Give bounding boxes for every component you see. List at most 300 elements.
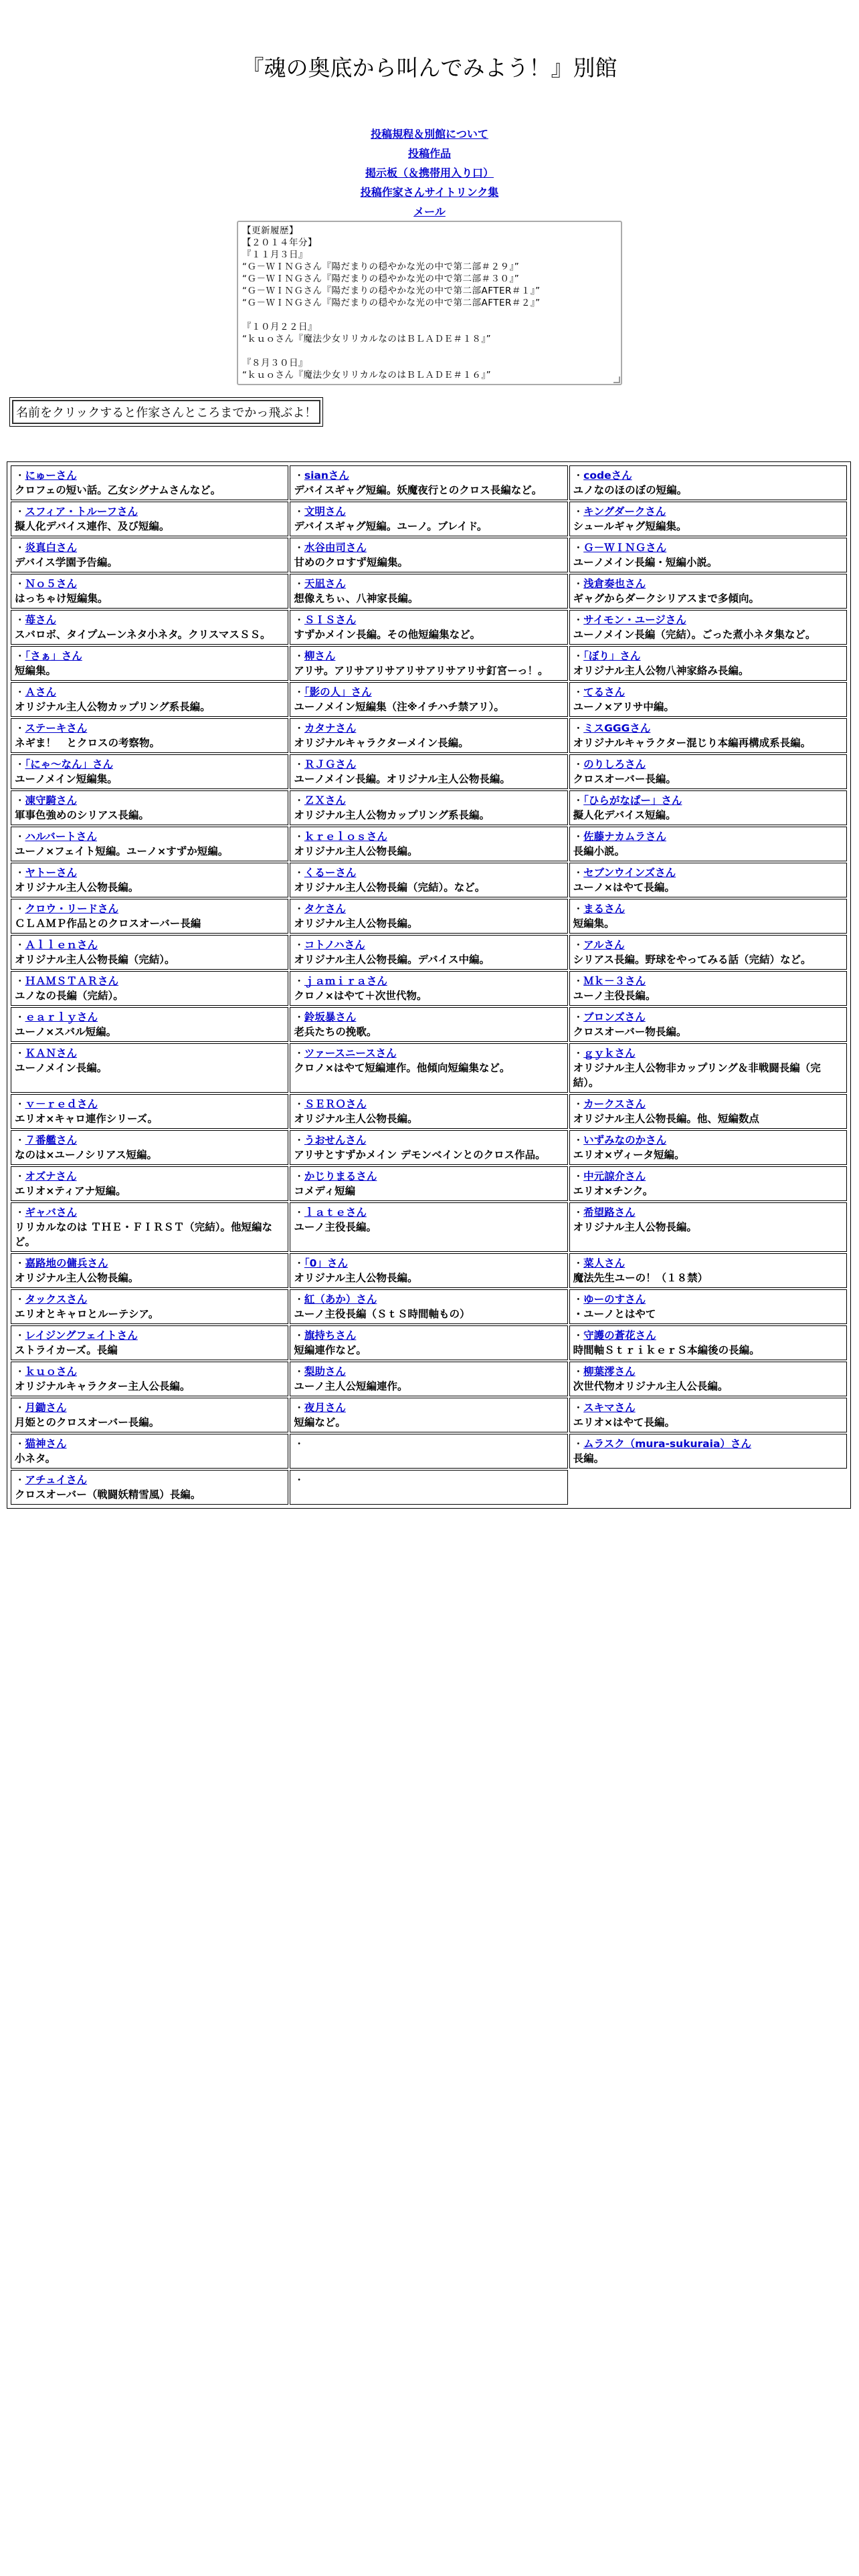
bullet-icon: ・ <box>294 939 304 951</box>
bullet-icon: ・ <box>573 831 584 843</box>
author-link[interactable]: ゆーのすさん <box>583 1293 646 1305</box>
author-description: なのは×ユーノシリアス短編。 <box>15 1149 157 1161</box>
author-description: すずかメイン長編。その他短編集など。 <box>294 629 481 641</box>
bullet-icon: ・ <box>573 1206 584 1218</box>
author-description: 短編など。 <box>294 1416 346 1428</box>
bullet-icon: ・ <box>15 794 25 807</box>
author-description: シュールギャグ短編集。 <box>573 520 687 532</box>
notice-text: 名前をクリックすると作家さんところまでかっ飛ぶよ！ <box>12 400 320 424</box>
bullet-icon: ・ <box>294 650 304 662</box>
author-link[interactable]: ｇｙｋさん <box>583 1047 636 1059</box>
author-description: ユーノメイン短編集（注※イチハチ禁アリ）。 <box>294 701 504 713</box>
bullet-icon: ・ <box>294 1206 304 1218</box>
author-link[interactable]: オズナさん <box>25 1170 77 1182</box>
author-description: オリジナル主人公物長編。デバイス中編。 <box>294 954 490 966</box>
author-description: デバイスギャグ短編。妖魔夜行とのクロス長編など。 <box>294 484 543 496</box>
author-cell <box>11 610 288 645</box>
bullet-icon: ・ <box>294 506 304 518</box>
bullet-icon: ・ <box>573 650 584 662</box>
author-description: アリサとすずかメイン デモンベインとのクロス作品。 <box>294 1149 546 1161</box>
author-cell <box>11 827 288 861</box>
author-cell <box>11 1007 288 1042</box>
table-row <box>11 538 847 572</box>
author-description: クロスオーバー（戦闘妖精雪風）長編。 <box>15 1489 201 1501</box>
author-cell <box>11 1470 288 1505</box>
author-cell <box>569 465 847 500</box>
author-cell <box>290 1007 567 1042</box>
table-row <box>11 1094 847 1129</box>
author-description: エリオ×キャロ連作シリーズ。 <box>15 1113 159 1125</box>
nav-link[interactable]: 投稿規程＆別館について <box>371 128 488 140</box>
bullet-icon: ・ <box>15 1011 25 1023</box>
author-description: オリジナル主人公物長編。 <box>294 918 418 930</box>
bullet-icon: ・ <box>294 578 304 590</box>
author-cell <box>11 538 288 572</box>
author-cell <box>290 538 567 572</box>
author-cell <box>11 971 288 1006</box>
history-line: 『１０月２２日』 <box>242 322 317 332</box>
bullet-icon: ・ <box>573 975 584 987</box>
table-row <box>11 1130 847 1165</box>
author-description: オリジナル主人公物長編。 <box>294 1272 418 1284</box>
bullet-icon: ・ <box>294 722 304 734</box>
author-link[interactable]: ｋｒｅｌｏｓさん <box>304 831 387 843</box>
author-link[interactable]: 猫神さん <box>25 1438 67 1450</box>
history-line: “ｋｕｏさん『魔法少女リリカルなのはＢＬＡＤＥ＃１８』” <box>242 334 492 344</box>
author-description: オリジナル主人公物長編（完結）。 <box>15 954 175 966</box>
bullet-icon: ・ <box>573 939 584 951</box>
author-link[interactable]: セブンウインズさん <box>583 867 676 879</box>
history-line: 【２０１４年分】 <box>242 237 317 248</box>
bullet-icon: ・ <box>294 542 304 554</box>
author-link[interactable]: codeさん <box>583 469 632 481</box>
bullet-icon: ・ <box>573 1402 584 1414</box>
author-cell <box>11 646 288 681</box>
update-history-box[interactable] <box>237 221 622 385</box>
author-cell <box>569 718 847 753</box>
author-description: ネギま！ とクロスの考察物。 <box>15 737 161 749</box>
author-link[interactable]: Ａさん <box>25 686 57 698</box>
author-link[interactable]: 夜月さん <box>304 1402 346 1414</box>
bullet-icon: ・ <box>294 469 304 481</box>
bullet-icon: ・ <box>294 1474 304 1486</box>
bullet-icon: ・ <box>573 1366 584 1378</box>
author-cell <box>11 935 288 970</box>
author-description: ユノなの長編（完結）。 <box>15 990 124 1002</box>
author-link[interactable]: スフィア・トルーフさん <box>25 506 138 518</box>
author-cell <box>569 1007 847 1042</box>
table-row <box>11 574 847 609</box>
author-description: 擬人化デバイス短編。 <box>573 809 676 821</box>
author-link[interactable]: ｌａｔｅさん <box>304 1206 367 1218</box>
author-cell <box>11 465 288 500</box>
bullet-icon: ・ <box>294 794 304 807</box>
author-link[interactable]: ミスGGGさん <box>583 722 651 734</box>
author-link[interactable]: 鈴坂暴さん <box>304 1011 357 1023</box>
resize-handle-icon[interactable] <box>613 377 620 383</box>
history-line: “ｋｕｏさん『魔法少女リリカルなのはＢＬＡＤＥ＃１６』” <box>242 370 492 381</box>
author-description: ユーノ主役長編（ＳｔＳ時間軸もの） <box>294 1308 470 1320</box>
bullet-icon: ・ <box>15 1293 25 1305</box>
author-link[interactable]: 文明さん <box>304 506 346 518</box>
nav-link[interactable]: 投稿作品 <box>407 147 451 160</box>
author-cell <box>569 790 847 825</box>
table-row <box>11 935 847 970</box>
nav-link[interactable]: メール <box>413 205 446 218</box>
author-cell <box>569 1434 847 1469</box>
author-description: 小ネタ。 <box>15 1453 56 1465</box>
author-description: 長編。 <box>573 1453 605 1465</box>
author-cell <box>290 610 567 645</box>
author-link[interactable]: ＨＡＭＳＴＡＲさん <box>25 975 119 987</box>
author-link[interactable]: うおせんさん <box>304 1134 367 1146</box>
bullet-icon: ・ <box>15 1206 25 1218</box>
author-link[interactable]: かじりまるさん <box>304 1170 377 1182</box>
bullet-icon: ・ <box>294 1293 304 1305</box>
author-cell <box>569 1043 847 1093</box>
author-description: 短編連作など。 <box>294 1344 367 1356</box>
author-cell <box>569 1166 847 1201</box>
author-description: 時間軸ＳｔｒｉｋｅｒＳ本編後の長編。 <box>573 1344 760 1356</box>
bullet-icon: ・ <box>15 975 25 987</box>
bullet-icon: ・ <box>15 831 25 843</box>
bullet-icon: ・ <box>15 1366 25 1378</box>
author-description: 短編集。 <box>15 665 57 677</box>
author-link[interactable]: ムラスク（mura-sukuraia）さん <box>583 1438 751 1450</box>
author-description: オリジナル主人公物八神家絡み長編。 <box>573 665 749 677</box>
author-link[interactable]: 苺さん <box>25 614 57 626</box>
authors-table-frame <box>7 461 851 1509</box>
author-cell <box>11 1362 288 1396</box>
table-row <box>11 1043 847 1093</box>
author-cell <box>569 610 847 645</box>
author-cell <box>290 1434 567 1469</box>
table-row <box>11 646 847 681</box>
author-description: 擬人化デバイス連作、及び短編。 <box>15 520 170 532</box>
author-cell <box>290 863 567 897</box>
history-line: 『８月３０日』 <box>242 358 308 368</box>
empty-cell <box>569 1470 847 1505</box>
author-link[interactable]: 「さぁ」さん <box>25 650 82 662</box>
author-link[interactable]: Ｎｏ５さん <box>25 578 78 590</box>
bullet-icon: ・ <box>15 506 25 518</box>
author-link[interactable]: 「ぼり」さん <box>583 650 641 662</box>
author-link[interactable]: ＲＪＧさん <box>304 758 357 770</box>
table-row <box>11 1434 847 1469</box>
author-description: ユノなのほのぼの短編。 <box>573 484 688 496</box>
author-cell <box>11 790 288 825</box>
bullet-icon: ・ <box>573 1047 584 1059</box>
author-link[interactable]: ＳＩＳさん <box>304 614 357 626</box>
author-cell <box>569 502 847 536</box>
author-description: アリサ。アリサアリサアリサアリサアリサ釘宮ーっ！。 <box>294 665 549 677</box>
author-link[interactable]: Ａｌｌｅｎさん <box>25 939 98 951</box>
author-cell <box>569 1398 847 1432</box>
author-link[interactable]: いずみなのかさん <box>583 1134 667 1146</box>
author-link[interactable]: 中元諒介さん <box>583 1170 646 1182</box>
author-description: 長編小説。 <box>573 845 626 857</box>
table-row <box>11 610 847 645</box>
bullet-icon: ・ <box>573 1293 584 1305</box>
author-description: ・ユーノとはやて <box>573 1308 656 1320</box>
author-cell <box>569 1289 847 1324</box>
author-link[interactable]: タックスさん <box>25 1293 88 1305</box>
author-description: ユーノメイン長編・短編小説。 <box>573 556 718 568</box>
author-cell <box>569 971 847 1006</box>
author-description: エリオ×チンク。 <box>573 1185 654 1197</box>
table-row <box>11 682 847 717</box>
author-link[interactable]: アルさん <box>583 939 625 951</box>
author-description: クロスオーバー長編。 <box>573 773 676 785</box>
history-line: “Ｇ－ＷＩＮＧさん『陽だまりの穏やかな光の中で第二部AFTER＃２』” <box>242 298 541 308</box>
author-description: オリジナル主人公物長編。 <box>573 1221 697 1233</box>
nav-link[interactable]: 投稿作家さんサイトリンク集 <box>360 186 499 199</box>
author-link[interactable]: 守護の蒼花さん <box>583 1329 656 1341</box>
author-link[interactable]: sianさん <box>304 469 349 481</box>
author-cell <box>290 1470 567 1505</box>
author-description: ユーノ×はやて長編。 <box>573 881 675 893</box>
author-cell <box>290 1166 567 1201</box>
bullet-icon: ・ <box>573 542 584 554</box>
author-cell <box>290 1398 567 1432</box>
author-link[interactable]: 嘉路地の傭兵さん <box>25 1257 108 1269</box>
bullet-icon: ・ <box>294 614 304 626</box>
bullet-icon: ・ <box>15 722 25 734</box>
author-link[interactable]: 水谷由司さん <box>304 542 367 554</box>
author-description: ユーノ×アリサ中編。 <box>573 701 674 713</box>
bullet-icon: ・ <box>294 1402 304 1414</box>
author-link[interactable]: アチュイさん <box>25 1474 88 1486</box>
nav-links <box>0 124 859 221</box>
author-description: ユーノ×フェイト短編。ユーノ×すずか短編。 <box>15 845 229 857</box>
author-description: エリオとキャロとルーテシア。 <box>15 1308 159 1320</box>
bullet-icon: ・ <box>15 1257 25 1269</box>
bullet-icon: ・ <box>573 722 584 734</box>
author-link[interactable]: ｊａｍｉｒａさん <box>304 975 387 987</box>
author-description: オリジナル主人公物長編。 <box>15 881 139 893</box>
notice-box <box>9 397 323 427</box>
author-cell <box>290 899 567 934</box>
bullet-icon: ・ <box>294 1257 304 1269</box>
table-row <box>11 1289 847 1324</box>
author-link[interactable]: ブロンズさん <box>583 1011 646 1023</box>
author-cell <box>569 863 847 897</box>
bullet-icon: ・ <box>15 1098 25 1110</box>
author-link[interactable]: 「にゃ～なん」さん <box>25 758 113 770</box>
author-link[interactable]: 凍守騎さん <box>25 794 78 807</box>
table-row <box>11 1470 847 1505</box>
author-link[interactable]: サイモン・ユージさん <box>583 614 686 626</box>
bullet-icon: ・ <box>15 867 25 879</box>
bullet-icon: ・ <box>573 1170 584 1182</box>
author-description: オリジナル主人公物非カップリング＆非戦闘長編（完結）。 <box>573 1062 821 1089</box>
author-link[interactable]: スキマさん <box>583 1402 636 1414</box>
author-description: コメディ短編 <box>294 1185 356 1197</box>
bullet-icon: ・ <box>573 1257 584 1269</box>
author-cell <box>11 1253 288 1288</box>
bullet-icon: ・ <box>294 1170 304 1182</box>
bullet-icon: ・ <box>15 1047 25 1059</box>
author-cell <box>290 1325 567 1360</box>
author-link[interactable]: まるさん <box>583 903 626 915</box>
author-cell <box>290 465 567 500</box>
author-description: ユーノメイン短編集。 <box>15 773 118 785</box>
authors-table <box>9 464 848 1506</box>
author-link[interactable]: ｅａｒｌｙさん <box>25 1011 98 1023</box>
author-link[interactable]: 「0」さん <box>304 1257 348 1269</box>
bullet-icon: ・ <box>15 939 25 951</box>
author-description: オリジナルキャラクターメイン長編。 <box>294 737 469 749</box>
author-description: 甘めのクロすず短編集。 <box>294 556 408 568</box>
author-link[interactable]: 「影の人」さん <box>304 686 372 698</box>
author-link[interactable]: Ｍｋ－３さん <box>583 975 646 987</box>
author-cell <box>11 899 288 934</box>
author-cell <box>290 1094 567 1129</box>
author-description: ユーノ主役長編。 <box>573 990 656 1002</box>
bullet-icon: ・ <box>15 1438 25 1450</box>
author-cell <box>569 899 847 934</box>
author-link[interactable]: ツァースニースさん <box>304 1047 397 1059</box>
history-line: “Ｇ－ＷＩＮＧさん『陽だまりの穏やかな光の中で第二部AFTER＃１』” <box>242 286 541 296</box>
author-link[interactable]: タケさん <box>304 903 346 915</box>
author-cell <box>11 1130 288 1165</box>
author-link[interactable]: 梨助さん <box>304 1366 346 1378</box>
author-link[interactable]: ＺＸさん <box>304 794 346 807</box>
author-link[interactable]: カークスさん <box>583 1098 646 1110</box>
table-row <box>11 971 847 1006</box>
author-link[interactable]: 月鋤さん <box>25 1402 67 1414</box>
author-description: エリオ×はやて長編。 <box>573 1416 675 1428</box>
author-link[interactable]: 柳葉澪さん <box>583 1366 636 1378</box>
bullet-icon: ・ <box>15 1474 25 1486</box>
author-link[interactable]: てるさん <box>583 686 626 698</box>
bullet-icon: ・ <box>15 469 25 481</box>
author-link[interactable]: にゅーさん <box>25 469 77 481</box>
table-row <box>11 1362 847 1396</box>
author-link[interactable]: コトノハさん <box>304 939 365 951</box>
bullet-icon: ・ <box>294 1098 304 1110</box>
author-link[interactable]: レイジングフェイトさん <box>25 1329 138 1341</box>
author-cell <box>290 1130 567 1165</box>
author-link[interactable]: 浅倉奏也さん <box>583 578 646 590</box>
author-link[interactable]: ステーキさん <box>25 722 88 734</box>
author-description: オリジナル主人公物カップリング系長編。 <box>15 701 211 713</box>
bullet-icon: ・ <box>15 650 25 662</box>
bullet-icon: ・ <box>294 758 304 770</box>
bullet-icon: ・ <box>573 758 584 770</box>
author-description: 月姫とのクロスオーバー長編。 <box>15 1416 160 1428</box>
author-link[interactable]: ハルバートさん <box>25 831 97 843</box>
author-description: クロスオーバー物長編。 <box>573 1026 687 1038</box>
author-cell <box>569 1253 847 1288</box>
history-blank-line <box>242 309 617 321</box>
bullet-icon: ・ <box>294 1134 304 1146</box>
author-link[interactable]: のりしろさん <box>583 758 646 770</box>
table-row <box>11 1166 847 1201</box>
author-cell <box>569 1202 847 1252</box>
author-description: オリジナルキャラクター主人公長編。 <box>15 1380 191 1392</box>
author-description: 次世代物オリジナル主人公長編。 <box>573 1380 729 1392</box>
author-cell <box>11 754 288 789</box>
author-link[interactable]: ｋｕｏさん <box>25 1366 78 1378</box>
author-cell <box>569 827 847 861</box>
bullet-icon: ・ <box>573 903 584 915</box>
author-cell <box>11 502 288 536</box>
author-description: ストライカーズ。長編 <box>15 1344 118 1356</box>
author-description: 軍事色強めのシリアス長編。 <box>15 809 149 821</box>
table-row <box>11 827 847 861</box>
bullet-icon: ・ <box>15 614 25 626</box>
bullet-icon: ・ <box>294 975 304 987</box>
bullet-icon: ・ <box>573 1329 584 1341</box>
author-link[interactable]: クロウ・リードさん <box>25 903 119 915</box>
author-description: オリジナル主人公物長編。他、短編数点 <box>573 1113 759 1125</box>
author-link[interactable]: ７番艦さん <box>25 1134 78 1146</box>
author-link[interactable]: 紅（あか）さん <box>304 1293 377 1305</box>
author-cell <box>11 1166 288 1201</box>
author-link[interactable]: Ｇ－ＷＩＮＧさん <box>583 542 667 554</box>
author-cell <box>569 574 847 609</box>
author-cell <box>11 1043 288 1093</box>
author-link[interactable]: カタナさん <box>304 722 357 734</box>
author-description: はっちゃけ短編集。 <box>15 593 108 605</box>
author-cell <box>11 1289 288 1324</box>
bullet-icon: ・ <box>15 1134 25 1146</box>
bullet-icon: ・ <box>573 1134 584 1146</box>
author-description: オリジナル主人公物長編。 <box>294 845 418 857</box>
bullet-icon: ・ <box>573 1438 584 1450</box>
author-link[interactable]: ＫＡＮさん <box>25 1047 78 1059</box>
author-cell <box>290 646 567 681</box>
author-cell <box>290 935 567 970</box>
history-line: “Ｇ－ＷＩＮＧさん『陽だまりの穏やかな光の中で第二部＃２９』” <box>242 261 520 272</box>
bullet-icon: ・ <box>294 867 304 879</box>
author-link[interactable]: くるーさん <box>304 867 357 879</box>
author-link[interactable]: ヤトーさん <box>25 867 78 879</box>
author-link[interactable]: キングダークさん <box>583 506 666 518</box>
bullet-icon: ・ <box>294 1438 304 1450</box>
table-row <box>11 863 847 897</box>
author-link[interactable]: ギャバさん <box>25 1206 78 1218</box>
author-link[interactable]: 「ひらがなぱー」さん <box>583 794 682 807</box>
author-description: オリジナル主人公物長編。 <box>15 1272 139 1284</box>
author-link[interactable]: 柳さん <box>304 650 336 662</box>
author-cell <box>11 1202 288 1252</box>
author-cell <box>290 1362 567 1396</box>
author-cell <box>569 538 847 572</box>
author-link[interactable]: 希望路さん <box>583 1206 636 1218</box>
bullet-icon: ・ <box>573 794 584 807</box>
author-link[interactable]: 佐藤ナカムラさん <box>583 831 666 843</box>
author-description: オリジナルキャラクター混じり本編再構成系長編。 <box>573 737 812 749</box>
nav-link[interactable]: 掲示板（＆携帯用入り口） <box>365 167 494 179</box>
author-description: 魔法先生ユーの！（１８禁） <box>573 1272 708 1284</box>
author-cell <box>11 863 288 897</box>
author-link[interactable]: 炎真白さん <box>25 542 78 554</box>
table-row <box>11 899 847 934</box>
author-link[interactable]: ｖ－ｒｅｄさん <box>25 1098 98 1110</box>
author-description: ユーノ×スバル短編。 <box>15 1026 117 1038</box>
author-cell <box>569 1130 847 1165</box>
author-link[interactable]: ＳＥＲＯさん <box>304 1098 367 1110</box>
author-link[interactable]: 菜人さん <box>583 1257 626 1269</box>
author-description: ユーノ主役長編。 <box>294 1221 377 1233</box>
author-link[interactable]: 天凪さん <box>304 578 346 590</box>
author-cell <box>11 1325 288 1360</box>
author-link[interactable]: 旗持ちさん <box>304 1329 357 1341</box>
table-row <box>11 1398 847 1432</box>
bullet-icon: ・ <box>294 1366 304 1378</box>
